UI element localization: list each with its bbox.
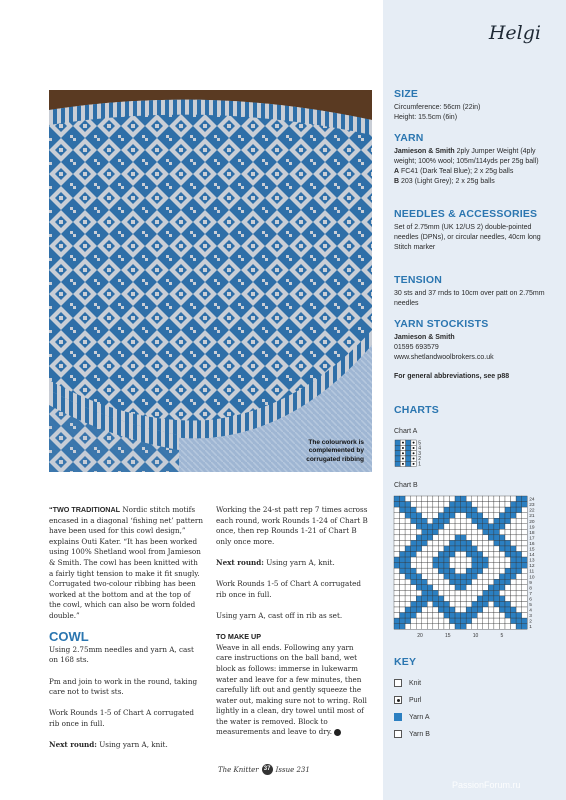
chart-b-row-number: 17	[529, 536, 535, 542]
size-heading: SIZE	[394, 88, 419, 100]
yarn-b-swatch-icon	[394, 730, 402, 738]
cowl-step-3: Work Rounds 1-5 of Chart A corrugated rib once in full.	[49, 708, 194, 728]
chart-b-row-number: 12	[529, 564, 535, 570]
stockists-web[interactable]: www.shetlandwoolbrokers.co.uk	[394, 354, 494, 361]
chart-b-row-number: 15	[529, 547, 535, 553]
chart-a-label: Chart A	[394, 428, 418, 435]
chart-a-row-number: 3	[418, 450, 421, 457]
stockists-name: Jamieson & Smith	[394, 334, 455, 341]
chart-b-row-number: 24	[529, 497, 535, 503]
yarn-desc2: (4ply weight; 100% wool; 105m/114yds per 25g ball)	[394, 148, 539, 165]
yarn-a-text: FC41 (Dark Teal Blue); 2 x 25g balls	[399, 168, 514, 175]
key-heading: KEY	[394, 656, 417, 668]
tension-heading: TENSION	[394, 274, 443, 286]
key-yarn-a	[394, 713, 430, 721]
article-column-1	[49, 505, 204, 761]
yarn-b-text: 203 (Light Grey); 2 x 25g balls	[399, 178, 495, 185]
yarn-a-swatch-icon	[394, 713, 402, 721]
make-up-heading: TO MAKE UP	[216, 632, 261, 642]
needles-heading: NEEDLES & ACCESSORIES	[394, 208, 538, 220]
chart-b-row-number: 10	[529, 575, 535, 581]
intro-lead: “TWO TRADITIONAL	[49, 505, 121, 514]
chart-b-row-number: 14	[529, 553, 535, 559]
cowl-step-2: Pm and join to work in the round, taking care not to twist sts.	[49, 676, 198, 697]
key-yarn-b-label: Yarn B	[409, 730, 430, 738]
article-column-2	[216, 505, 371, 749]
cowl-step-4-text: Using yarn A, knit.	[96, 740, 168, 750]
cowl-step-1: Using 2.75mm needles and yarn A, cast on 168 sts.	[49, 644, 194, 665]
chart-b-row-number: 19	[529, 525, 535, 531]
abbreviations-note: For general abbreviations, see p88	[394, 373, 510, 380]
col2-cast-off: Using yarn A, cast off in rib as set.	[216, 610, 343, 620]
chart-b-column-number: 10	[472, 633, 479, 640]
chart-b-column-number: 5	[500, 633, 504, 640]
key-yarn-a-label: Yarn A	[409, 713, 430, 721]
chart-b-row-number: 23	[529, 503, 535, 509]
watermark: PassionForum.ru	[452, 780, 521, 790]
cowl-heading: COWL	[49, 629, 89, 645]
footer-issue: Issue 231	[275, 765, 310, 774]
chart-b-row-number: 8	[529, 586, 532, 592]
tension-section	[394, 274, 554, 309]
key-section	[394, 656, 554, 671]
yarn-b	[394, 177, 554, 187]
page-title: Helgi	[488, 22, 541, 44]
chart-b-row-number: 1	[529, 625, 532, 631]
chart-a-row-number: 2	[418, 456, 421, 463]
cowl-photo	[49, 90, 372, 472]
chart-b-column-number: 20	[417, 633, 423, 640]
chart-b-row-number: 21	[529, 514, 535, 520]
tension-text: 30 sts and 37 rnds to 10cm over patt on 2.75mm needles	[394, 290, 545, 307]
charts-section	[394, 404, 554, 419]
chart-a-row-number: 1	[418, 461, 421, 468]
needles-section	[394, 208, 554, 253]
key-knit	[394, 679, 421, 687]
yarn-heading: YARN	[394, 132, 424, 144]
col2-next-round-label: Next round:	[216, 557, 264, 567]
yarn-brand: Jamieson & Smith	[394, 148, 455, 155]
chart-b-row-number: 2	[529, 619, 532, 625]
footer-magazine: The Knitter	[218, 765, 259, 774]
make-up-body: Weave in all ends. Following any yarn care instructions on the ball band, wet block as follows: immerse in lukewarm water and leave for a few minutes, then carefully lift out and gently squeeze the water out, making sure not to wring. Roll lightly in a clean, dry towel until most of the water is removed. Block to measurements and leave to dry.	[216, 642, 367, 737]
size-height: Height: 15.5cm (6in)	[394, 114, 458, 121]
col2-next-round	[216, 558, 371, 569]
yarn-a	[394, 167, 554, 177]
chart-b-column-number: 15	[444, 633, 451, 640]
intro-paragraph	[49, 505, 204, 622]
stockists-heading: YARN STOCKISTS	[394, 318, 489, 330]
chart-b-row-number: 9	[529, 580, 532, 586]
photo-caption: The colourwork is complemented by corrugated ribbing	[306, 438, 364, 463]
chart-b-row-number: 6	[529, 597, 532, 603]
needles-extra: Stitch marker	[394, 244, 436, 251]
page-footer	[218, 764, 310, 775]
charts-heading: CHARTS	[394, 404, 439, 416]
end-mark-icon	[334, 729, 341, 736]
chart-b-row-number: 3	[529, 614, 532, 620]
chart-b-row-number: 13	[529, 558, 535, 564]
key-knit-label: Knit	[409, 679, 422, 687]
chart-b-label: Chart B	[394, 482, 418, 489]
chart-b-row-number: 5	[529, 603, 532, 608]
cowl-step-4-label: Next round:	[49, 740, 97, 750]
key-purl	[394, 696, 421, 704]
knitted-cowl-image	[49, 90, 372, 472]
page-number: 37	[262, 764, 273, 775]
chart-a-row-number: 5	[418, 440, 421, 447]
col2-next-round-text: Using yarn A, knit.	[263, 557, 335, 567]
chart-a-row-number: 4	[418, 445, 421, 452]
intro-text: Nordic stitch motifs encased in a diagonal ‘fishing net’ pattern have been used for this cowl design,” explains Outi Kater. “It has been worked using 100% Shetland wool from Jamieson & Smith. The cowl has been knitted with a fairly tight tension to make it fit snugly. Corrugated two-colour ribbing has been worked at the bottom and at the top of the cowl, which can also be worn folded double.”	[49, 505, 203, 620]
key-purl-label: Purl	[409, 696, 422, 704]
key-yarn-b	[394, 730, 430, 738]
knit-symbol-icon	[394, 679, 402, 687]
yarn-a-label: A	[394, 168, 400, 175]
cowl-step-4	[49, 740, 204, 751]
make-up-text	[216, 643, 371, 738]
chart-b-row-number: 22	[529, 508, 535, 514]
yarn-desc	[394, 147, 554, 167]
chart-b-row-number: 4	[529, 608, 532, 614]
chart-b-instruction: Working the 24-st patt rep 7 times across each round, work Rounds 1-24 of Chart B once, then rep Rounds 1-21 of Chart B only once more.	[216, 505, 368, 546]
size-section	[394, 88, 554, 123]
chart-b-row-number: 20	[529, 519, 535, 525]
needles-text: Set of 2.75mm (UK 12/US 2) double-pointed needles (DPNs), or circular needles, 40cm long	[394, 224, 541, 241]
yarn-desc1: 2ply Jumper Weight	[454, 148, 519, 155]
stockists-section	[394, 318, 554, 382]
chart-b-row-number: 7	[529, 591, 532, 597]
chart-b-row-number: 11	[529, 569, 535, 575]
yarn-b-label: B	[394, 178, 400, 185]
chart-b-row-number: 18	[529, 530, 535, 536]
yarn-section	[394, 132, 554, 187]
purl-dot-icon	[394, 696, 402, 704]
chart-b-row-number: 16	[529, 541, 535, 547]
size-circumference: Circumference: 56cm (22in)	[394, 104, 481, 111]
col2-rib-instruction: Work Rounds 1-5 of Chart A corrugated rib once in full.	[216, 579, 361, 599]
stockists-phone: 01595 693579	[394, 344, 439, 351]
